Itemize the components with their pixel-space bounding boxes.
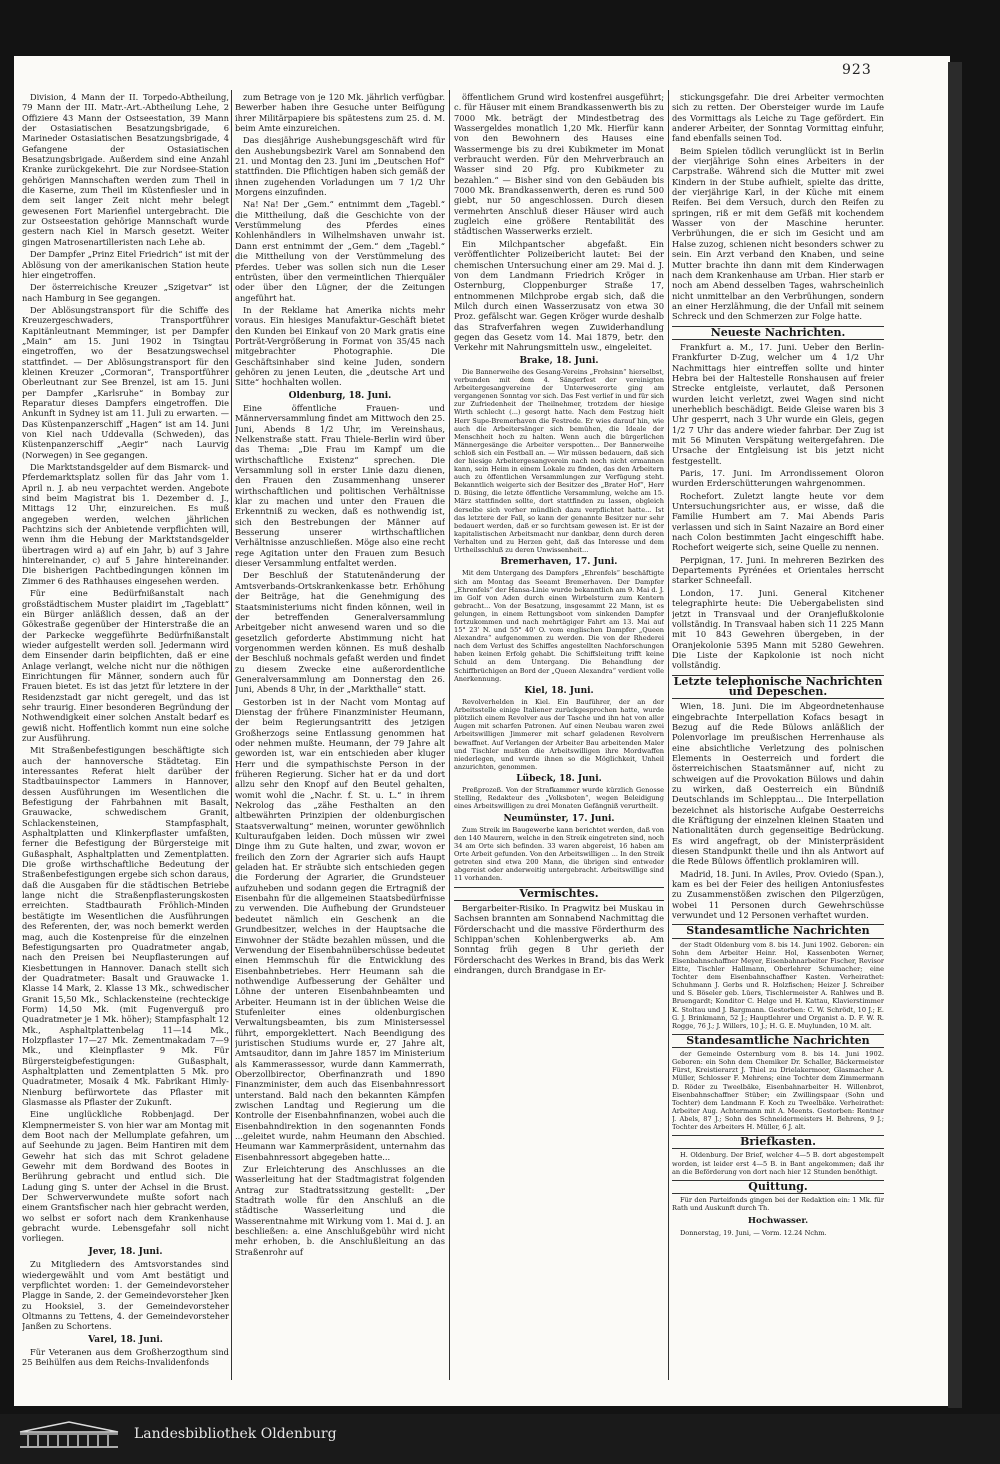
section-heading: Standesamtliche Nachrichten xyxy=(672,1034,884,1048)
article-paragraph: Frankfurt a. M., 17. Juni. Ueber den Berlin-Frankfurter D-Zug, welcher um 4 1/2 Uhr Nachmittags hier eintreffen sollte und hinter Hebra bei der Haltestelle Ronshausen auf freier Strecke entgleiste, verlautet, daß Personen wurden leicht verletzt, zwei Wagen sind nicht unerheblich beschädigt. Beide Gleise waren bis 3 Uhr gesperrt, nach 3 Uhr wurde ein Gleis, gegen 1/2 7 Uhr das andere wieder fahrbar. Der Zug ist mit 56 Minuten Verspätung weitergefahren. Die Ursache der Entgleisung ist bis jetzt nicht festgestellt. xyxy=(672,341,884,466)
article-paragraph: zum Betrage von je 120 Mk. jährlich verfügbar. Bewerber haben ihre Gesuche unter Beifügung ihrer Militärpapiere bis spätestens zum 25. d. M. beim Amte einzureichen. xyxy=(235,92,445,134)
article-paragraph: Gestorben ist in der Nacht vom Montag auf Dienstag der frühere Finanzminister Heumann, der beim Regierungsantritt des jetzigen Großherzogs seine Entlassung genommen hat oder nehmen mußte. Heumann, der 79 Jahre alt geworden ist, war ein entschieden aber kluger Herr und die sympathischste Person in der früheren Regierung. Sicher hat er da und dort allzu sehr den Knopf auf den Beutel gehalten, womit wohl die „Nachr. f. St. u. L.“ in ihrem Nekrolog das „zähe Festhalten an den altbewährten Prinzipien der oldenburgischen Staatsverwaltung“ meinen, worunter gewöhnlich Kulturaufgaben leiden. Doch müssen wir zwei Dinge ihm zu Gute halten, und zwar, wovon er freilich den Zorn der Agrarier sich aufs Haupt geladen hat. Er sträubte sich entschieden gegen die Forderung der Agrarier, die Grundsteuer aufzuheben und sodann gegen die Ertragniß der Eisenbahn für die allgemeinen Staatsbedürfnisse zu verwenden. Die Aufhebung der Grundsteuer bedeutet nämlich ein Geschenk an die Grundbesitzer, welches in der Hauptsache die Einwohner der Städte bezahlen müssen, und die Verwendung der Eisenbahnüberschüsse bedeutet einen Hemmschuh für die Entwicklung des Eisenbahnbetriebes. Herr Heumann sah die nothwendige Aufbesserung der Gehälter und Löhne der unteren Eisenbahnbeamten und Arbeiter. Heumann ist in der üblichen Weise die Stufenleiter eines oldenburgischen Verwaltungsbeamten, bis zum Ministersessel führt, emporgeklettert. Nach Beendigung des juristischen Studiums wurde er, 27 Jahre alt, Amtsauditor, dann im Jahre 1857 im Ministerium als Kammerassessor, wurde dann Kammerrath, Oberzollbirector, Oberfinanzrath und 1890 Finanzminister, dem auch das Eisenbahnressort unterstand. Bald nach den bekannten Kämpfen zwischen Landtag und Regierung um die Kontrolle der Eisenbahnfinanzen, wobei auch die Eisenbahndirektion in den sogenannten Fonds ...geleitet wurde, nahm Heumann den Abschied. Heumann war Kammerpräsident, unternahm das Eisenbahnressort abgegeben hatte... xyxy=(235,696,445,1162)
dateline-heading: Varel, 18. Juni. xyxy=(88,1334,163,1345)
article-paragraph: Für eine Bedürfnißanstalt nach großstädtischem Muster plaidirt im „Tageblatt“ ein Bürger anläßlich dessen, daß an der Gökestraße gegenüber der Hinterstraße die an der Parkecke weggeführte Bedürfnißanstalt wieder aufgestellt werden soll. Jedermann wird dem Einsender darin beipflichten, daß er eine Anlage verlangt, welche nicht nur die nöthigen Einrichtungen für Männer, sondern auch für Frauen bietet. Es ist das jetzt für letztere in der Residenzstadt gar nicht geregelt, und das ist sehr traurig. Einer besonderen Begründung der Nothwendigkeit einer solchen Anstalt bedarf es gewiß nicht. Hoffentlich kommt nun eine solche zur Ausführung. xyxy=(22,588,229,743)
library-building-icon xyxy=(14,1420,124,1450)
article-paragraph: Der Beschluß der Statutenänderung der Amtsverbands-Ortskrankenkasse betr. Erhöhung der Beiträge, hat die Genehmigung des Staatsministeriums nicht finden können, weil in der betreffenden Generalversammlung Arbeitgeber nicht anwesend waren und so die gesetzlich geforderte Abstimmung nicht hat vorgenommen werden können. Es muß deshalb der Beschluß nochmals gefaßt werden und findet zu diesem Zwecke eine außerordentliche Generalversammlung am Donnerstag den 26. Juni, Abends 8 Uhr, in der „Markthalle“ statt. xyxy=(235,570,445,695)
article-paragraph: Mit dem Untergang des Dampfers „Ehrenfels“ beschäftigte sich am Montag das Seeamt Bremerhaven. Der Dampfer „Ehrenfels“ der Hansa-Linie wurde bekanntlich am 9. Mai d. J. im Golf von Aden durch einen Wirbelsturm zum Kentern gebracht... Von der Besatzung, insgesammt 22 Mann, ist es gelungen, in einem Rettungsboot vom sinkenden Dampfer fortzukommen und nach mehrtägiger Fahrt am 13. Mai auf 15° 23' N. und 55° 40' O. vom englischen Dampfer „Queen Alexandra“ aufgenommen zu werden. Die von der Rhederei nach dem Verlust des Schiffes angestellten Nachforschungen haben keinen Erfolg gehabt. Die Schiffsleitung trifft keine Schuld an dem Untergang. Die Behandlung der Schiffbrüchigen an Bord der „Queen Alexandra“ verdient volle Anerkennung. xyxy=(454,569,664,683)
article-paragraph: Für den Parteifonds gingen bei der Redaktion ein: 1 Mk. für Rath und Auskunft durch Th. xyxy=(672,1196,884,1213)
text-column-1 xyxy=(22,92,229,1374)
section-heading: Quittung. xyxy=(672,1180,884,1194)
article-paragraph: Na! Na! Der „Gem.“ entnimmt dem „Tagebl.“ die Mittheilung, daß die Geschichte von der Verstümmelung des Pferdes eines Kohlenhändlers in Wilhelmshaven unwahr ist. Dann erst entnimmt der „Gem.“ dem „Tagebl.“ die Mittheilung von der Verstümmelung des Pferdes. Ueber was sollen sich nun die Leser entrüsten, über den vermeintlichen Thierquäler oder über den Lügner, der die Zeitungen angeführt hat. xyxy=(235,199,445,303)
article-paragraph: Donnerstag, 19. Juni, — Vorm. 12.24 Nchm. xyxy=(680,1228,827,1237)
dateline-heading: Neumünster, 17. Juni. xyxy=(503,813,615,824)
column-divider xyxy=(449,90,450,1380)
article-paragraph: Beim Spielen tödlich verunglückt ist in Berlin der vierjährige Sohn eines Arbeiters in der Carpstraße. Während sich die Mutter mit zwei Kindern in der Stube aufhielt, spielte das dritte, der vierjährige Karl, in der Küche mit einem Reifen. Bei dem Versuch, durch den Reifen zu springen, riß er mit dem Gefäß mit kochendem Wasser von der Maschine herunter. Verbrühungen, die er sich im Gesicht und am Halse zuzog, schienen nicht besonders schwer zu sein. Ein Arzt verband den Knaben, und seine Mutter brachte ihn dann mit dem Kinderwagen nach dem Krankenhause am Urban. Hier starb er noch am Abend desselben Tages, wahrscheinlich nicht unmittelbar an den Verbrühungen, sondern an einer Herzlähmung, die der Unfall mit seinem Schreck und den Schmerzen zur Folge hatte. xyxy=(672,145,884,322)
text-column-3 xyxy=(454,92,664,1374)
article-paragraph: der Gemeinde Osternburg vom 8. bis 14. Juni 1902. Geboren: ein Sohn dem Chemiker Dr. Schaller, Bäckermeister Fürst, Kreistierarzt J. Thiel zu Drielakermoor, Glasmacher A. Müller, Schlosser F. Mehrens; eine Tochter dem Zimmermann D. Röder zu Tweelbäke, Eisenbahnarbeiter H. Willenbrot, Eisenbahnschaffner Stüber; ein Zwillingspaar (Sohn und Tochter) dem Landmann F. Koch zu Tweelbäke. Verheirathet: Arbeiter Aug. Achtermann mit A. Meents. Gestorben: Rentner J. Abels, 87 J.; Sohn des Schneidermeisters H. Behrens, 9 J.; Tochter des Arbeiters H. Müller, 6 J. alt. xyxy=(672,1050,884,1132)
dateline-heading: Hochwasser. xyxy=(747,1216,809,1227)
article-paragraph: Revolverhelden in Kiel. Ein Bauführer, der an der Arbeitsstelle einige Italiener zurückgesprochen hatte, wurde plötzlich einem Revolver aus der Tasche und ihn hat von aller Augen mit scharfen Patronen. Auf einen Neubau waren zwei Arbeitswilligen Jimmerer mit scharf geladenen Revolvern bewaffnet. Auf Verlangen der Arbeiter Bau arbeitenden Maler und Tischler mußten die Arbeitswilligen ihre Mordwaffen niederlegen, und wurde ihnen so die Möglichkeit, Unheil anzurichten, genommen. xyxy=(454,698,664,771)
section-heading: Neueste Nachrichten. xyxy=(672,326,884,340)
section-heading: Vermischtes. xyxy=(454,887,664,901)
article-paragraph: Ein Milchpantscher abgefaßt. Ein veröffentlichter Polizeibericht lautet: Bei der chemischen Untersuchung einer am 29. Mai d. J. von dem Landmann Friedrich Kröger in Osternburg, Cloppenburger Straße 17, entnommenen Milchprobe ergab sich, daß die Milch durch einen Wasserzusatz von etwa 30 Proz. gefälscht war. Gegen Kröger wurde deshalb das Strafverfahren wegen Zuwiderhandlung gegen das Gesetz vom 14. Mai 1879, betr. den Verkehr mit Nahrungsmitteln usw., eingeleitet. xyxy=(454,238,664,353)
article-paragraph: Eine unglückliche Robbenjagd. Der Klempnermeister S. von hier war am Montag mit dem Boot nach der Mellumplate gefahren, um auf Seehunde zu jagen. Beim Hantiren mit dem Gewehr hat sich das mit Schrot geladene Gewehr mit dem Bordwand des Bootes in Berührung gebracht und entlud sich. Die Ladung ging S. unter der Achsel in die Brust. Der Schwerverwundete mußte sofort nach einem Grantsfischer nach hier gebracht werden, wo selbst er sofort nach dem Krankenhause gebracht wurde. Lebensgefahr soll nicht vorliegen. xyxy=(22,1109,229,1244)
article-paragraph: stickungsgefahr. Die drei Arbeiter vermochten sich zu retten. Der Obersteiger wurde im Laufe des Vormittags als Leiche zu Tage gefördert. Ein anderer Arbeiter, der Sonntag Vormittag einfuhr, fand ebenfalls seinen Tod. xyxy=(672,92,884,144)
article-paragraph: Der österreichische Kreuzer „Szigetvar“ ist nach Hamburg in See gegangen. xyxy=(22,282,229,303)
article-paragraph: Der Dampfer „Prinz Eitel Friedrich“ ist mit der Ablösung von der amerikanischen Station heute hier eingetroffen. xyxy=(22,249,229,280)
article-paragraph: Eine öffentliche Frauen- und Männerversammlung findet am Mittwoch den 25. Juni, Abends 8 1/2 Uhr, im Vereinshaus, Nelkenstraße statt. Frau Thiele-Berlin wird über das Thema: „Die Frau im Kampf um die wirthschaftliche Existenz“ sprechen. Die Versammlung soll in erster Linie dazu dienen, den Frauen den Zusammenhang unserer wirthschaftlichen und politischen Verhältnisse klar zu machen und unter den Frauen die Erkenntniß zu wecken, daß es nothwendig ist, sich den Bestrebungen der Männer auf Besserung unserer wirthschaftlichen Verhältnisse anzuschließen. Möge also eine recht rege Agitation unter den Frauen zum Besuch dieser Versammlung entfaltet werden. xyxy=(235,402,445,569)
column-divider xyxy=(668,90,669,1380)
article-paragraph: Zu Mitgliedern des Amtsvorstandes sind wiedergewählt und vom Amt bestätigt und verpflichtet worden: 1. der Gemeindevorsteher Plagge in Sande, 2. der Gemeindevorsteher Jken zu Hooksiel, 3. der Gemeindevorsteher Oltmanns zu Tettens, 4. der Gemeindevorsteher Janßen zu Schortens. xyxy=(22,1259,229,1332)
article-paragraph: Der Ablösungstransport für die Schiffe des Kreuzergeschwaders, Transportführer Kapitänleutnant Memminger, ist per Dampfer „Main“ am 15. Juni 1902 in Tsingtau eingetroffen, wo der Besatzungswechsel stattfindet. — Der Ablösungstransport für den kleinen Kreuzer „Cormoran“, Transportführer Oberleutnant zur See Brenzel, ist am 15. Juni per Dampfer „Karlsruhe“ in Bombay zur Reparatur dieses Dampfers eingetroffen. Die Ankunft in Sydney ist am 11. Juli zu erwarten. — Das Küstenpanzerschiff „Hagen“ ist am 14. Juni von Kiel nach Uddevalla (Schweden), das Küstenpanzerschiff „Aegir“ nach Laurvig (Norwegen) in See gegangen. xyxy=(22,304,229,460)
article-paragraph: Madrid, 18. Juni. In Aviles, Prov. Oviedo (Span.), kam es bei der Feier des heiligen Antoniusfestes zu Zusammenstößen zwischen den Pilgerzügen, wobei 11 Personen durch Gewehrschüsse verwundet und 12 Personen verhaftet wurden. xyxy=(672,868,884,921)
article-paragraph: Wien, 18. Juni. Die im Abgeordnetenhause eingebrachte Interpellation Kofacs besagt in Bezug auf die Rede Bülows anläßlich der Polenvorlage im preußischen Herrenhause als eine absichtliche Verletzung des polnischen Elements in Oesterreich und fordert die österreichischen Staatsmänner auf, nicht zu schweigen auf die Provokation Bülows und dahin zu wirken, daß Oesterreich ein Bündniß Deutschlands im Schlepptau... Die Interpellation bezeichnet als historische Aufgabe Oesterreichs die Kräftigung der einzelnen kleinen Staaten und Nationalitäten durch gegenseitige Bedrückung. Es wird angefragt, ob der Ministerpräsident diesen Standpunkt theile und ihn als Antwort auf die Rede Bülows öffentlich proklamiren will. xyxy=(672,701,884,867)
article-paragraph: Die Marktstandsgelder auf dem Bismarck- und Pferdemarktsplatz sollen für das Jahr vom 1. April n. J. ab neu verpachtet werden. Angebote sind beim Magistrat bis 1. Dezember d. J., Mittags 12 Uhr, einzureichen. Es muß angegeben werden, welchen jährlichen Pachtzins sich der Anbietende verpflichten will, wenn ihm die Hebung der Marktstandsgelder übertragen wird a) auf ein Jahr, b) auf 3 Jahre hintereinander, c) auf 5 Jahre hintereinander. Die bisherigen Pachtbedingungen können im Zimmer 6 des Rathhauses eingesehen werden. xyxy=(22,462,229,586)
page-edge-shadow xyxy=(948,62,962,1408)
article-paragraph: der Stadt Oldenburg vom 8. bis 14. Juni 1902. Geboren: ein Sohn dem Arbeiter Heinr. Hol, Kassenboten Werner, Eisenbahnschaffner Meyer, Eisenbahnarbeiter Fischer, Revisor Eitte, Tischler Hallmann, Oberlehrer Schumacher; eine Tochter dem Eisenbahnschaffner Kasten. Verheirathet: Schuhmann J. Gerbs und R. Holzfischen; Heizer J. Schreiber und S. Böseler geb. Lüers, Tischlermeister A. Rahlwes und B. Bruengardt; Konditor C. Helge und H. Kattau, Klavierstimmer K. Stoltau und J. Bargmann. Gestorben: C. W. Schrödt, 10 J.; E. G. J. Brinkmann, 52 J.; Hauptlehrer und Organist a. D. F. W. R. Rogge, 76 J.; J. Willers, 10 J.; H. G. E. Muylunden, 10 M. alt. xyxy=(672,940,884,1030)
article-paragraph: Division, 4 Mann der II. Torpedo-Abtheilung, 79 Mann der III. Matr.-Art.-Abtheilung Lehe, 2 Offiziere 43 Mann der Ostseestation, 39 Mann der Ostasiatischen Besatzungsbrigade, 6 Marineder Ostasiatischen Besatzungsbrigade, 4 Gefangene der Ostasiatischen Besatzungsbrigade. Außerdem sind eine Anzahl Kranke zurückgekehrt. Die zur Nordsee-Station gehörigen Mannschaften werden zum Theil in die Kaserne, zum Theil im Küstenfiesler und in dem seit langer Zeit nicht mehr belegt gewesenen Fort Marienfiel untergebracht. Die zur Ostseestation gehörige Mannschaft wurde gestern nach Kiel in Marsch gesetzt. Weiter gingen Matrosenartilleristen nach Lehe ab. xyxy=(22,92,229,247)
article-paragraph: öffentlichem Grund wird kostenfrei ausgeführt; c. für Häuser mit einem Brandkassenwerth bis zu 7000 Mk. beträgt der Mindestbetrag des Wassergeldes monatlich 1,20 Mk. Hierfür kann von den Bewohnern des Hauses eine Wassermenge bis zu drei Kubikmeter im Monat verbraucht werden. Für den Mehrverbrauch an Wasser sind 20 Pfg. pro Kubikmeter zu bezahlen.“ — Bisher sind von den Gebäuden bis 7000 Mk. Brandkassenwerth, deren es rund 500 giebt, nur 50 angeschlossen. Durch diesen vermehrten Anschluß dieser Häuser wird auch zugleich eine größere Rentabilität des städtischen Wasserwerks erzielt. xyxy=(454,92,664,237)
article-paragraph: Bergarbeiter-Risiko. In Pragwitz bei Muskau in Sachsen brannten am Sonnabend Nachmittag die Förderschacht und die massive Förderthurm des Schippan'schen Kohlenbergwerks ab. Am Sonntag früh gegen 8 Uhr gerieth der Förderschacht des Werkes in Brand, bis das Werk eindrangen, durch Brandgase in Er- xyxy=(454,902,664,975)
article-paragraph: In der Reklame hat Amerika nichts mehr voraus. Ein hiesiges Manufaktur-Geschäft bietet den Kunden bei Einkauf von 20 Mark gratis eine Porträt-Vergrößerung in Format von 35/45 nach mitgebrachter Photographie. Die Geschäftsinhaber sind keine Juden, sondern gehören zu jenen Leuten, die „deutsche Art und Sitte“ hochhalten wollen. xyxy=(235,304,445,388)
article-paragraph: Preßprozeß. Von der Strafkammer wurde kürzlich Genosse Stelling, Redakteur des „Volksboten“, wegen Beleidigung eines Arbeitswilligen zu drei Monaten Gefängniß verurtheilt. xyxy=(454,786,664,811)
article-paragraph: Zur Erleichterung des Anschlusses an die Wasserleitung hat der Stadtmagistrat folgenden Antrag zur Stadtratssitzung gestellt: „Der Stadtrath wolle für den Anschluß an die städtische Wasserleitung und die Wasserentnahme mit Wirkung vom 1. Mai d. J. an beschließen: a. eine Anschlußgebühr wird nicht mehr erhoben, b. die Anschlußleitung an das Straßenrohr auf xyxy=(235,1164,445,1257)
section-heading: Letzte telephonische Nachrichten und Depeschen. xyxy=(673,674,883,698)
dateline-heading: Lübeck, 18. Juni. xyxy=(516,773,602,784)
article-paragraph: London, 17. Juni. General Kitchener telegraphirte heute: Die Uebergabelisten sind jetzt in Transvaal und der Oranjeflußkolonie vollständig. In Transvaal haben sich 11 225 Mann mit 10 843 Gewehren übergeben, in der Oranjekolonie 5395 Mann mit 5280 Gewehren. Die Liste der Kapkolonie ist noch nicht vollständig. xyxy=(672,587,884,671)
column-divider xyxy=(231,90,232,1380)
dateline-heading: Kiel, 18. Juni. xyxy=(524,685,594,696)
article-paragraph: H. Oldenburg. Der Brief, welcher 4—5 B. dort abgestempelt worden, ist leider erst 4—5 B. in Bant angekommen; daß ihr an die Beförderung von dort nach hier 12 Stunden benöthigt. xyxy=(672,1151,884,1176)
article-paragraph: Mit Straßenbefestigungen beschäftigte sich auch der hannoversche Städtetag. Ein interessantes Referat hielt darüber der Stadtbauinspector Lammers in Hannover, dessen Ausführungen im Wesentlichen die Befestigung der Fahrbahnen mit Basalt, Grauwacke, schwedischem Granit, Schlackensteinen, Stampfasphalt, Asphaltplatten und Klinkerpflaster umfaßten, ferner die Befestigung der Bürgersteige mit Gußasphalt, Asphaltplatten und Zementplatten. Die große wirthschaftliche Bedeutung der Straßenbefestigungen ergebe sich schon daraus, daß die Ausgaben für die städtischen Betriebe lange nicht die Straßenpflasterungskosten erreichten. Stadtbaurath Fröhlich-Minden bestätigte im Wesentlichen die Ausführungen des Referenten, der, was noch bemerkt werden mag, auch die Kostenpreise für die einzelnen Befestigungsarten pro Quadratmeter angab, nach den Preisen bei Neupflasterungen auf Kiesbettungen in Hannover. Danach stellt sich der Quadratmeter: Basalt und Grauwacke 1. Klasse 14 Mark, 2. Klasse 13 Mk., schwedischer Granit 15,50 Mk., Schlackensteine (rechteckige Form) 14,50 Mk. (mit Fugenverguß pro Quadratmeter je 1 Mk. höher); Stampfasphalt 12 Mk., Asphaltplattenbelag 11—14 Mk., Holzpflaster 17—27 Mk. Zementmakadam 7—9 Mk., und Kleinpflaster 9 Mk. Für Bürgersteigbefestigungen: Gußasphalt, Asphaltplatten und Zementplatten 5 Mk. pro Quadratmeter, Mosaik 4 Mk. Fabrikant Himly-Nienburg befürwortete das Pflaster mit Glasmasse als Pflaster der Zukunft. xyxy=(22,745,229,1107)
article-paragraph: Für Veteranen aus dem Großherzogthum sind 25 Beihülfen aus dem Reichs-Invalidenfonds xyxy=(22,1346,229,1368)
page-number: 923 xyxy=(842,62,872,78)
article-paragraph: Perpignan, 17. Juni. In mehreren Bezirken des Departements Pyrénées et Orientales herrscht starker Schneefall. xyxy=(672,554,884,586)
dateline-heading: Jever, 18. Juni. xyxy=(88,1246,163,1257)
article-paragraph: Das diesjährige Aushebungsgeschäft wird für den Aushebungsbezirk Varel am Sonnabend den 21. und Montag den 23. Juni im „Deutschen Hof“ stattfinden. Die Pflichtigen haben sich gemäß der ihnen zugehenden Vorladungen um 7 1/2 Uhr Morgens einzufinden. xyxy=(235,135,445,198)
dateline-heading: Bremerhaven, 17. Juni. xyxy=(500,557,618,568)
article-paragraph: Zum Streik im Baugewerbe kann berichtet werden, daß von den 140 Maurern, welche in den Streik eingetreten sind, noch 34 am Orte sich befinden. 33 waren abgereist, 16 haben am Orte Arbeit gefunden. Von den Arbeitswilligen ... In den Streik getreten sind etwa 200 Mann, die übrigen sind entweder abgereist oder anderweitig untergebracht. Arbeitswillige sind 11 vorhanden. xyxy=(454,825,664,883)
library-name: Landesbibliothek Oldenburg xyxy=(134,1426,337,1442)
section-heading: Standesamtliche Nachrichten xyxy=(672,924,884,938)
footer-bar xyxy=(0,1414,1000,1464)
dateline-heading: Brake, 18. Juni. xyxy=(519,355,599,366)
article-paragraph: Rochefort. Zuletzt langte heute vor dem Untersuchungsrichter aus, er wisse, daß die Familie Humbert am 7. Mai Abends Paris verlassen und sich in Saint Nazaire an Bord einer nach Colon bestimmten Jacht eingeschifft habe. Rochefort weigerte sich, seine Quelle zu nennen. xyxy=(672,490,884,553)
text-column-4 xyxy=(672,92,884,1374)
dateline-heading: Oldenburg, 18. Juni. xyxy=(288,390,392,401)
article-paragraph: Paris, 17. Juni. Im Arrondissement Oloron wurden Erderschütterungen wahrgenommen. xyxy=(672,468,884,489)
section-heading: Briefkasten. xyxy=(672,1135,884,1149)
article-paragraph: Die Bannerweihe des Gesang-Vereins „Frohsinn“ hierselbst, verbunden mit dem 4. Sängerfest der vereinigten Arbeitergesangvereine der Unterweserorte ging am vergangenen Sonntag vor sich. Das Fest verlief in und für sich zur Zufriedenheit der Theilnehmer, trotzdem der hiesige Wirth schlecht (...) gesorgt hatte. Nach dem Festzug hielt Herr Supe-Bremerhaven die Festrede. Er wies darauf hin, wie auch die Arbeitersänger sich bemühen, die Ideale der Menschheit hoch zu halten. Wenn auch die bürgerlichen Männergesänge die Arbeiter verspotten... Der Bannerweihe schloß sich ein Festball an. — Wir müssen bedauern, daß sich der hiesige Arbeitergesangverein nach noch nicht ermannen kann, sein Heim in einem Lokale zu finden, das den Arbeitern auch zu öffentlichen Versammlungen zur Verfügung steht. Bekanntlich weigerte sich der Besitzer des „Brater Hof“, Herr D. Büsing, die letzte öffentliche Versammlung, welche am 15. März stattfinden sollte, dort stattfinden zu lassen, obgleich derselbe sich vorher mündlich dazu verpflichtet hatte... Ist das letztere der Fall, so kann der genannte Besitzer nur sehr bedauert werden, daß er so furchtsam gewesen ist. Er ist der kapitalistischen Arbeitsmacht nur dankbar, denn durch deren Verhalten und zu Herzen geht, daß das Interesse und dem Urtheilsschluß zu deren Unwissenheit... xyxy=(454,367,664,554)
text-column-2 xyxy=(235,92,445,1374)
